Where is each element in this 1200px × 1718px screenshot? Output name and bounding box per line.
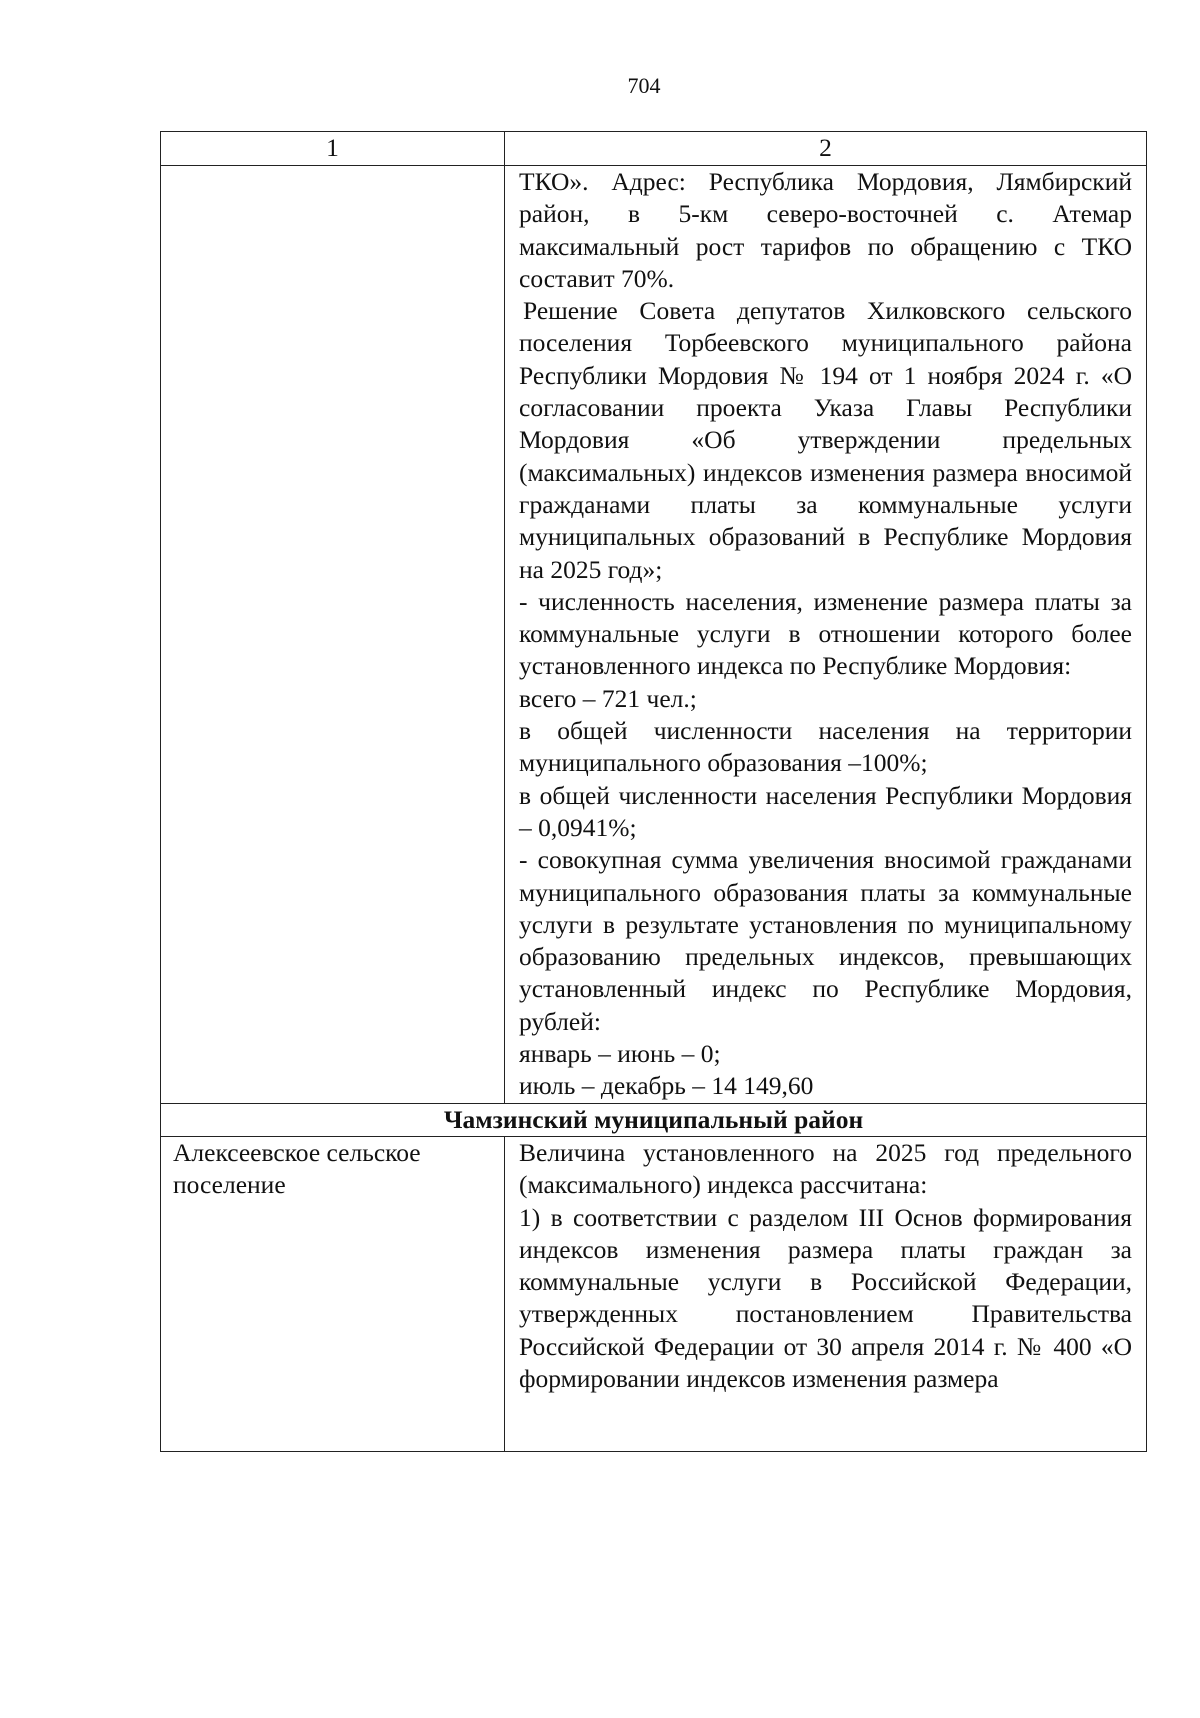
paragraph: июль – декабрь – 14 149,60 [519, 1071, 814, 1101]
paragraph: Решение Совета депутатов Хилковского сельского поселения Торбеевского муниципального района Республики Мордовия № 194 от 1 ноября 2024 г. «О согласовании проекта Указа Главы Республики Мордовия «Об утверждении предельных (максимальных) индексов изменения размера вносимой гражданами платы за коммунальные услуги муниципальных образований в Республике Мордовия на 2025 год»; [519, 296, 1132, 584]
column-header-2: 2 [505, 132, 1147, 166]
table-row [161, 1136, 1147, 1451]
paragraph: - совокупная сумма увеличения вносимой гражданами муниципального образования платы за коммунальные услуги в результате установления по муниципальному образованию предельных индексов, превышающих установленный индекс по Республике Мордовия, рублей: [519, 845, 1132, 1036]
document-table [160, 131, 1147, 1452]
paragraph: - численность населения, изменение размера платы за коммунальные услуги в отношении которого более установленного индекса по Республике Мордовия: [519, 586, 1132, 681]
district-title: Чамзинский муниципальный район [161, 1103, 1147, 1136]
row2-col2-cell [505, 1136, 1147, 1451]
row2-col1-cell: Алексеевское сельское поселение [161, 1136, 505, 1451]
paragraph: ТКО». Адрес: Республика Мордовия, Лямбирский район, в 5-км северо-восточней с. Атемар максимальный рост тарифов по обращению с ТКО составит 70%. [519, 167, 1132, 293]
paragraph: в общей численности населения на территории муниципального образования –100%; [519, 716, 1132, 778]
paragraph: январь – июнь – 0; [519, 1039, 721, 1069]
table-header-row [161, 132, 1147, 166]
page-number: 704 [627, 73, 661, 98]
district-row [161, 1103, 1147, 1136]
column-header-1: 1 [161, 132, 505, 166]
row1-col2-cell [505, 166, 1147, 1104]
paragraph: 1) в соответствии с разделом III Основ формирования индексов изменения размера платы граждан за коммунальные услуги в Российской Федерации, утвержденных постановлением Правительства Российской Федерации от 30 апреля 2014 г. № 400 «О формировании индексов изменения размера [519, 1202, 1132, 1393]
row1-col1-cell [161, 166, 505, 1104]
paragraph: в общей численности населения Республики Мордовия – 0,0941%; [519, 780, 1132, 842]
table-row [161, 166, 1147, 1104]
paragraph: Величина установленного на 2025 год предельного (максимального) индекса рассчитана: [519, 1137, 1132, 1200]
paragraph: всего – 721 чел.; [519, 683, 697, 713]
